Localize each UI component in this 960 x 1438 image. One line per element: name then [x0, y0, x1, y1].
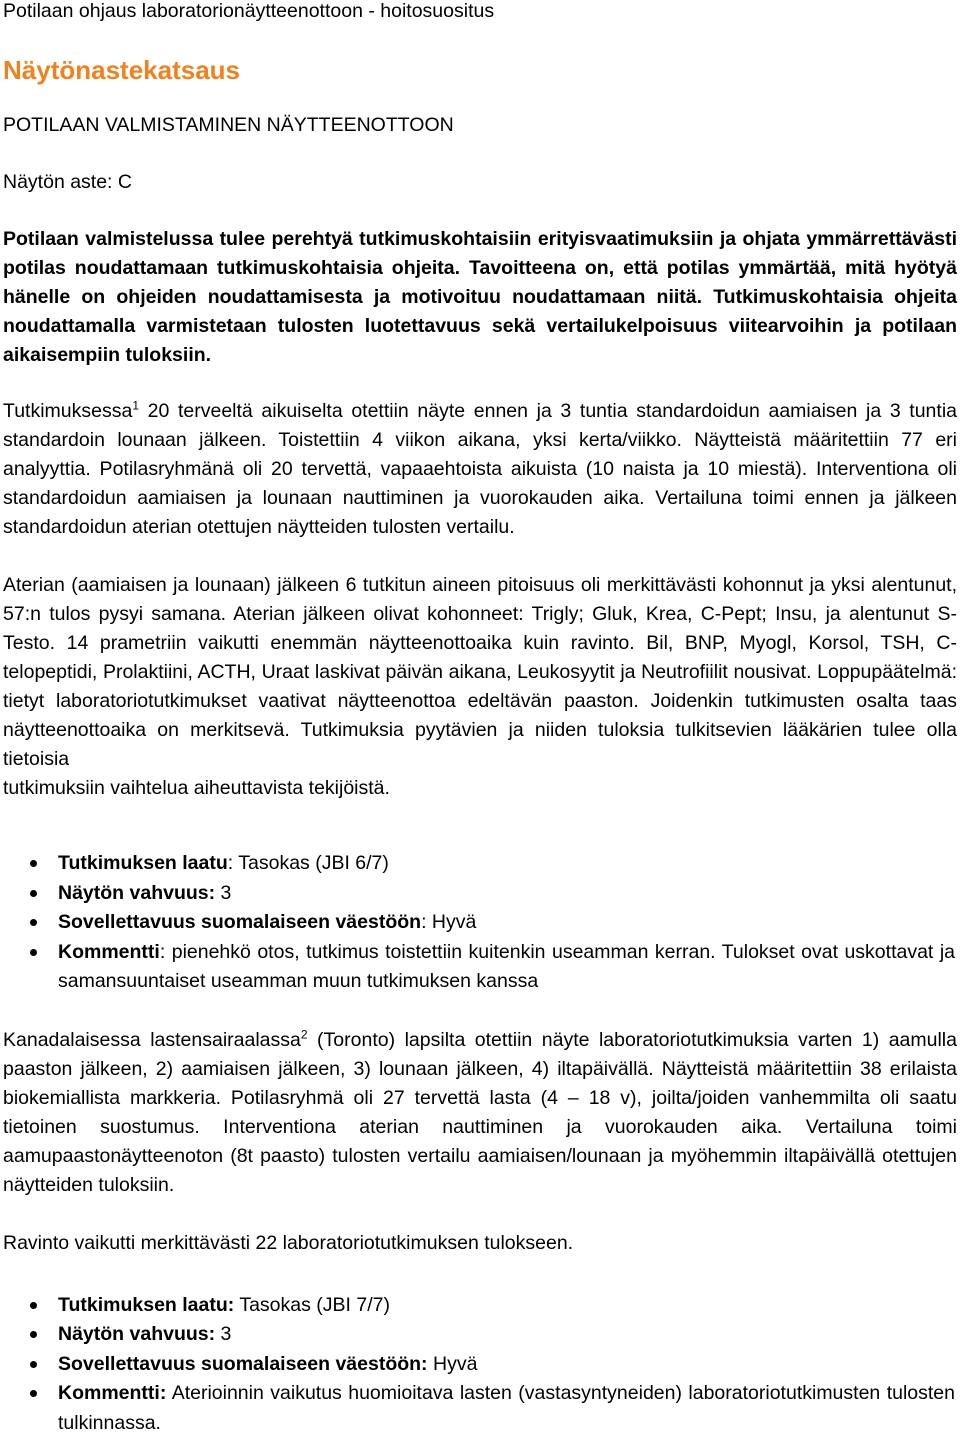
bullet-icon [30, 919, 37, 926]
list-item [3, 849, 957, 879]
bullet-text: Tasokas (JBI 7/7) [234, 1294, 390, 1316]
study2-text: (Toronto) lapsilta otettiin näyte laboratoriotutkimuksia varten 1) aamulla paaston jälkeen, 2) aamiaisen jälkeen, 3) lounaan jälkeen, 4) iltapäivällä. Näytteistä määritettiin 38 erilaista biokemiallista markkeria. Potilasryhmä oli 27 tervettä lasta (4 – 18 v), joilta/joiden vanhemmilta oli saatu tietoinen suostumus. Interventiona aterian nauttiminen ja vuorokauden aika. Vertailuna toimi aamupaastonäytteenoton (8t paasto) tulosten vertailu aamiaisen/lounaan ja myöhemmin iltapäivällä otettujen näytteiden tuloksiin. [3, 1029, 957, 1196]
study1-text: 20 terveeltä aikuiselta otettiin näyte ennen ja 3 tuntia standardoidun aamiaisen ja 3 tuntia standardoin lounaan jälkeen. Toistettiin 4 viikon aikana, yksi kerta/viikko. Näytteistä määritettiin 77 eri analyyttia. Potilasryhmänä oli 20 tervettä, vapaaehtoista aikuista (10 naista ja 10 miestä). Interventiona oli standardoidun aamiaisen ja lounaan nauttiminen ja vuorokauden aika. Vertailuna toimi ennen ja jälkeen standardoidun aterian otettujen näytteiden tulosten vertailu. [3, 400, 957, 538]
document-page [3, 0, 957, 1438]
study2-ref: 2 [301, 1027, 308, 1041]
bullet-label: Kommentti [58, 941, 160, 963]
document-title: Potilaan ohjaus laboratorionäytteenottoon - hoitosuositus [3, 0, 957, 23]
bullet-icon [30, 1331, 37, 1338]
bullet-text: : pienehkö otos, tutkimus toistettiin kuitenkin useamman kerran. Tulokset ovat uskottavat ja samansuuntaiset useamman muun tutkimuksen kanssa [58, 941, 955, 993]
bullet-label: Näytön vahvuus: [58, 1323, 215, 1345]
study2-paragraph [3, 1026, 957, 1200]
study1-ref: 1 [132, 399, 139, 413]
bullet-text: 3 [215, 882, 231, 904]
bullet-text: Hyvä [428, 1353, 478, 1375]
study2-results-paragraph: Ravinto vaikutti merkittävästi 22 laboratoriotutkimuksen tulokseen. [3, 1229, 957, 1258]
study2-bullet-list [3, 1291, 957, 1438]
bullet-label: Sovellettavuus suomalaiseen väestöön: [58, 1353, 428, 1375]
intro-paragraph: Potilaan valmistelussa tulee perehtyä tutkimuskohtaisiin erityisvaatimuksiin ja ohjata ymmärrettävästi potilas noudattamaan tutkimuskohtaisia ohjeita. Tavoitteena on, että potilas ymmärtää, mitä hyötyä hänelle on ohjeiden noudattamisesta ja motivoituu noudattamaan niitä. Tutkimuskohtaisia ohjeita noudattamalla varmistetaan tulosten luotettavuus sekä vertailukelpoisuus viitearvoihin ja potilaan aikaisempiin tuloksiin. [3, 225, 957, 370]
bullet-icon [30, 890, 37, 897]
section-subtitle: POTILAAN VALMISTAMINEN NÄYTTEENOTTOON [3, 113, 957, 137]
study1-results: Aterian (aamiaisen ja lounaan) jälkeen 6 tutkitun aineen pitoisuus oli merkittävästi kohonnut ja yksi alentunut, 57:n tulos pysyi samana. Aterian jälkeen olivat kohonneet: Trigly; Gluk, Krea, C-Pept; Insu, ja alentunut S-Testo. 14 prametriin vaikutti enemmän näytteenottoaika kuin ravinto. Bil, BNP, Myogl, Korsol, TSH, C-telopeptidi, Prolaktiini, ACTH, Uraat laskivat päivän aikana, Leukosyytit ja Neutrofiilit nousivat. Loppupäätelmä: tietyt laboratoriotutkimukset vaativat näytteenottoa edeltävän paaston. Joidenkin tutkimusten osalta taas näytteenottoaika on merkitsevä. Tutkimuksia pyytävien ja niiden tuloksia tulkitsevien lääkärien tulee olla tietoisia [3, 574, 957, 770]
evidence-grade: Näytön aste: C [3, 170, 957, 194]
list-item [3, 1350, 957, 1380]
study1-results-last-line: tutkimuksiin vaihtelua aiheuttavista tekijöistä. [3, 777, 390, 799]
study1-lead: Tutkimuksessa [3, 400, 132, 422]
bullet-text: Aterioinnin vaikutus huomioitava lasten (vastasyntyneiden) laboratoriotutkimusten tulosten tulkinnassa. [58, 1382, 955, 1434]
bullet-label: Näytön vahvuus: [58, 882, 215, 904]
bullet-text: : Hyvä [421, 911, 476, 933]
bullet-icon [30, 949, 37, 956]
study1-bullet-list [3, 849, 957, 997]
bullet-label: Sovellettavuus suomalaiseen väestöön [58, 911, 421, 933]
list-item [3, 879, 957, 909]
study1-results-paragraph [3, 571, 957, 803]
study1-paragraph [3, 397, 957, 542]
bullet-icon [30, 1361, 37, 1368]
bullet-icon [30, 1390, 37, 1397]
bullet-label: Kommentti: [58, 1382, 166, 1404]
list-item [3, 1291, 957, 1321]
bullet-text: 3 [215, 1323, 231, 1345]
bullet-label: Tutkimuksen laatu [58, 852, 228, 874]
list-item [3, 1379, 957, 1438]
bullet-label: Tutkimuksen laatu: [58, 1294, 234, 1316]
bullet-icon [30, 1302, 37, 1309]
list-item [3, 908, 957, 938]
study2-lead: Kanadalaisessa lastensairaalassa [3, 1029, 301, 1051]
list-item [3, 938, 957, 997]
section-title: Näytönastekatsaus [3, 55, 957, 85]
bullet-icon [30, 860, 37, 867]
bullet-text: : Tasokas (JBI 6/7) [228, 852, 389, 874]
list-item [3, 1320, 957, 1350]
